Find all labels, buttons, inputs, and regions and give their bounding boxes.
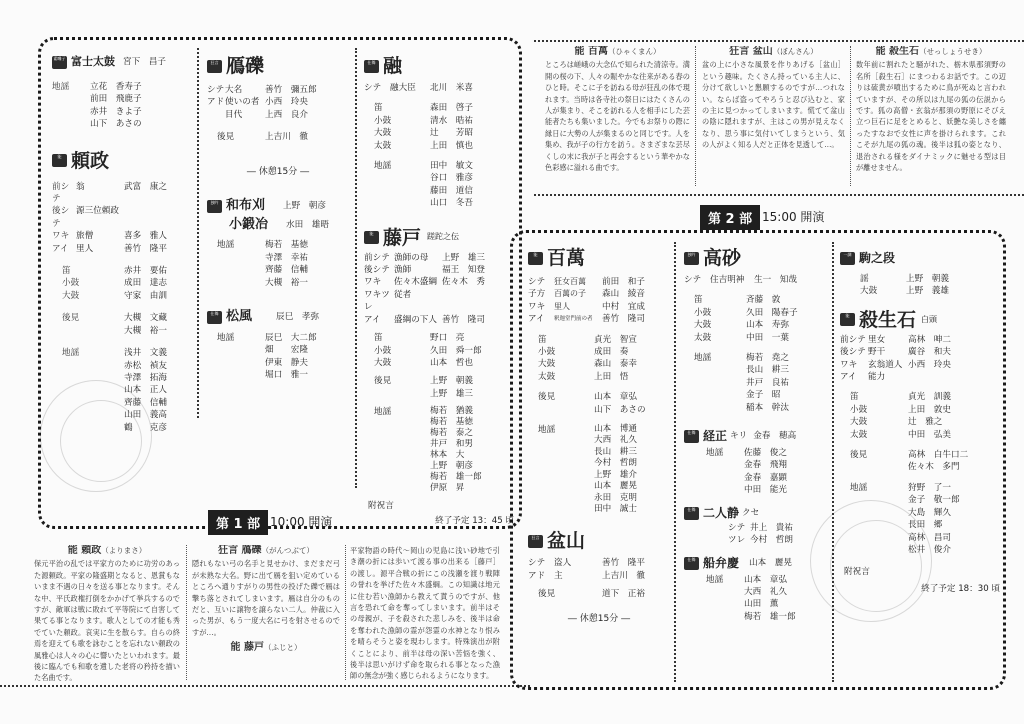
guide-divider [534,40,1024,42]
koken-group: 後見 上野 朝義 上野 雄三 [374,376,473,399]
program-section: クセ [742,507,760,518]
guide-column-divider [695,46,696,186]
column-divider [355,48,357,488]
fujidaiko-header [52,56,192,69]
hayashi-group: 笛 赤井 要佑 小鼓 成田 達志 大鼓 守家 由訓 [62,266,167,301]
guide-divider [534,194,1024,196]
program-title: 頼政 [71,149,110,172]
hayashi-group: 笛 貞光 智宣 小鼓 成田 奏 大鼓 森山 泰幸 太鼓 上田 悟 [538,334,637,382]
guide-fujito: 平家物語の時代～岡山の児島に浅い砂地で引き潮の折には歩いて渡る事の出来る［藤戸］の渡し。源平合戦の折にこの浅瀬を渡り戦陣の誉れを挙げた佐々木盛綱。この知識は地元に住む若い漁師から教えて貰うのですが、他言を恐れて命を奪ってしまいます。前半はその母親が、子を殺された悲しみを、後半は命を奪われた漁師の霊が怨霊の水神となり恨みを晴らそうと姿を現わします。特殊演出が附くことにより、前半は母の深い苦悩を強く、後半は思いがけず命を取られる事となった漁師の無念が強く感じられるようになります。 [350,546,500,681]
intermission-label: ― 休憩15分 ― [246,166,310,177]
cast-group: シテ 大名 善竹 彌五郎 アド 使いの者 小西 玲央 目代 上西 良介 [207,85,317,120]
program-title: 融 [383,55,403,77]
fuzoku-label: 附祝言 [368,501,394,512]
matsukaze-header [207,311,349,324]
koken-group: 後見 高林 白牛口二 佐々木 多門 [850,450,969,473]
program-title: 藤戸 [383,226,422,249]
guide-yorimasa: 能 頼政（よりまさ） 保元平治の乱では平家方のために功労のあった源頼政。平家の隆盛期となると、恩賞もないまま不遇の日々を送る事となります。そんな中、平氏政権打倒をかかげて挙兵するのですが、敵軍は戦に敗れて平等院にて自害して果てる事となります。歌人としての才能も秀でていた頼政。哀実に生を散らす。自らの終焉を迎えても歌を詠むことを忘れない頼政の風雅心は人々の心に響いたといわれます。最後に臨んでも和歌を遺した老将の矜持を描いた名曲です。 [34,545,180,683]
category-badge: 独吟 [684,252,699,265]
category-badge: 狂言 [207,60,222,73]
koken-group: 後見 上吉川 徹 [217,132,308,143]
program-col-3 [364,54,514,527]
program-title: 経正 [703,429,728,444]
takasago-header [684,246,828,270]
jiutai-group: 地謡 梅若 堯之 長山 耕三 井戸 良祐 金子 昭 稲本 幹汰 [694,353,789,413]
hyakuman-header [528,246,670,270]
futarishizuka-header [684,507,828,520]
category-badge: 独吟 [207,200,222,213]
kokaji-header [207,219,349,231]
end-time: 終了予定 18：30 頃 [921,583,1000,594]
part1-badge: 第 1 部 [208,510,268,535]
category-badge: 仕舞 [684,557,699,570]
guide-divider [0,685,530,687]
program-col-2 [207,54,349,382]
guide-column-divider [345,545,346,680]
cast-group: 謡 上野 朝義 大鼓 上野 義雄 [860,274,949,297]
program-col-5 [684,246,828,623]
role-label: 地謡 [52,82,70,92]
category-badge: 素囃子 [52,56,67,69]
cast-row: ワキ 旅僧 喜多 雅人 [52,231,167,242]
performer-name: 宮下 昌子 [123,57,166,67]
sesshoseki-header [840,308,1000,332]
jiutai-group: 地謡 山本 博通 大西 礼久 長山 耕三 今村 哲朗 上野 雄介 山本 麗晃 永田 克明 田中 誠士 [538,424,637,514]
category-badge: 仕舞 [364,60,379,73]
category-badge: 狂言 [528,535,543,548]
guide-kanmuri: 狂言 鴈礫（がんつぶて） 隠れもない弓の名手と見せかけ、まだまだ弓が未熟な大名。野に出て鴈を狙い定めているところへ通りすがりの男性の投げた礫で鴈は撃ち落とされてしまいます。鴈は自分のものだと、互いに譲物を譲らない二人。仲裁に入った男が、もう一度大名に弓を射させるのですが…。 能 藤戸（ふじと） [192,545,340,654]
program-subtitle: 白頭 [921,314,938,324]
funabenkei-header [684,557,828,570]
kanmuri-header [207,54,349,78]
performer-name: 辰巳 孝弥 [276,312,319,323]
cast-group [52,181,192,255]
jiutai-group: 地謡 佐藤 俊之 金春 飛翔 金春 嘉顕 中田 能光 [706,448,787,496]
jiutai-group: 地謡 山本 章弘 大西 礼久 山田 薫 梅若 雄一郎 [706,574,796,622]
category-badge: 能 [528,252,543,265]
part1-start-time: 10:00 開演 [270,515,333,529]
hayashi-group: 笛 斉藤 敦 小鼓 久田 陽春子 大鼓 山本 寿弥 太鼓 中田 一葉 [694,295,798,343]
program-title: 小鍛冶 [229,217,269,233]
guide-sesshoseki: 能 殺生石（せっしょうせき） 数年前に割れたと騒がれた、栃木県那須野の名所［殺生石］にまつわるお話です。この辺りは硫黄が噴出するために鳥が死ぬと言われていますが、その所以は九尾の狐の伝説からです。狐の高僧・玄翁が那須の野原にそびえ立つ巨石に足をとめると、妖艶な美しさを纏ったすなおで女性に声を掛けられます。これこそが九尾の狐の魂。後半は狐の姿となり、退治される様をダイナミックに魅せる型は目が離せません。 [856,46,1006,173]
program-col-6 [840,252,1000,595]
part2-start-time: 15:00 開演 [762,210,825,224]
jiutai-group: 地謡 浅井 文義 赤松 禎友 寺澤 拓海 山本 正人 齊藤 信輔 山田 義高 鶴 克彦 [62,348,167,433]
column-divider [674,242,676,682]
program-title: 高砂 [703,247,742,269]
cast-row: 後シテ 源三位頼政 [52,206,119,229]
column-divider [197,48,199,418]
member-list: 立花 香寿子 前田 飛鹿子 赤井 きよ子 山下 あさの [90,82,142,130]
cast-group: シテ 狂女百萬 前田 和子 子方 百萬の子 森山 綾音 ワキ 里人 中村 宜成 アイ 釈迦堂門前の者 善竹 隆司 [528,277,645,325]
cast-row: アイ 里人 善竹 隆平 [52,243,167,254]
cast-group: 前シテ 里女 高林 呻二 後シテ 野干 廣谷 和夫 ワキ 玄翁道人 小西 玲央 アイ 能力 [840,334,951,383]
cast-row: シテ 融大臣 北川 米喜 [364,83,473,93]
program-title: 殺生石 [859,308,917,331]
intermission-label: ― 休憩15分 ― [567,613,631,624]
program-section: キリ [730,431,748,442]
komanodan-header [840,252,1000,265]
tsunemasa-header [684,430,828,443]
fujito-header [364,226,514,250]
category-badge: 仕舞 [684,430,699,443]
fuzoku-label: 附祝言 [844,567,870,578]
program-title: 駒之段 [859,251,896,266]
program-col-1 [52,56,192,434]
program-title: 二人静 [703,505,740,520]
guide-bonsan: 狂言 盆山（ぼんさん） 盆の上に小さな風景を作りあげる［盆山］という趣味。たくさん持っている主人に、分けて欲しいと懇願するのですが…つれない。ならば盗ってやろうと忍び込むと、家の主に見つかってしまいます。慌てて盆山の陰に隠れますが、主はこの男が見えなくなり、思う事に気付いてしまうという、気の人がよく知る人だと正体を見透して…。 [702,46,845,150]
program-subtitle: 蹉跎之伝 [427,232,460,242]
guide-column-divider [850,46,851,186]
program-title: 鴈礫 [226,55,265,77]
jiutai-group: 地謡 辰巳 大二郎 畑 宏隆 伊東 静夫 堀口 雅一 [217,333,317,381]
jiutai-group: 地謡 狩野 了一 金子 敬一郎 大島 輝久 長田 郷 高林 昌司 松井 俊介 [850,482,960,555]
jiutai-group [52,81,192,131]
category-badge: 能 [52,154,67,167]
performer-name: 水田 雄晤 [286,220,329,231]
yorimasa-header [52,149,192,173]
wafukari-header [207,200,349,213]
program-title: 和布刈 [226,198,266,214]
performer-name: 山本 麗晃 [749,557,792,568]
bonsan-header [528,529,670,553]
jiutai-group: 地謡 梅若 猶義 梅若 基徳 梅若 泰之 井戸 和男 林本 大 上野 朝彦 梅若 雄一郎 伊原 昇 [374,406,482,494]
toru-header [364,54,514,78]
jiutai-group: 地謡 田中 敏文 谷口 雅彦 藤田 道信 山口 冬吾 [374,161,473,209]
cast-row: シテ 住吉明神 生一 知哉 [684,275,797,285]
program-title: 富士太鼓 [71,55,115,68]
category-badge: 一調 [840,252,855,265]
performer-name: 上野 朝彦 [283,201,326,212]
program-title: 船弁慶 [703,555,740,570]
koken-group: 後見 道下 正裕 [538,589,645,600]
part2-badge: 第 2 部 [700,205,760,230]
hayashi-group: 笛 森田 啓子 小鼓 清水 晧祐 大鼓 辻 芳昭 太鼓 上田 慎也 [374,103,473,151]
category-badge: 仕舞 [207,311,222,324]
jiutai-group: 地謡 梅若 基徳 寺澤 幸祐 齊藤 信輔 大槻 裕一 [217,240,308,288]
program-title: 百萬 [547,247,586,269]
category-badge: 能 [364,231,379,244]
koken-group: 後見 大槻 文藏 大槻 裕一 [62,313,167,336]
column-divider [832,242,834,682]
cast-group: シテ 盗人 善竹 隆平 アド 主 上吉川 徹 [528,558,645,581]
program-col-4 [528,246,670,625]
cast-row: 前シテ 翁 武富 康之 [52,181,167,205]
category-badge: 仕舞 [684,507,699,520]
cast-group: 前シテ 漁師の母 上野 雄三 後シテ 漁師 福王 知登 ワキ 佐々木盛綱 佐々木 秀 ワキツレ 従者 アイ 盛綱の下人 善竹 隆司 [364,252,485,325]
program-title: 松風 [226,309,253,325]
cast-group: シテ 井上 貴祐 ツレ 今村 哲朗 [728,522,793,546]
end-time: 終了予定 13：45 頃 [435,515,514,526]
guide-column-divider [186,545,187,680]
koken-group: 後見 山本 章弘 山下 あさの [538,392,646,415]
hayashi-group: 笛 貞光 訓義 小鼓 上田 敦史 大鼓 辻 雅之 太鼓 中田 弘美 [850,392,951,440]
hayashi-group: 笛 野口 亮 小鼓 久田 舜一郎 大鼓 山本 哲也 [374,333,482,368]
category-badge: 能 [840,313,855,326]
program-title: 盆山 [547,530,586,553]
guide-hyakuman: 能 百萬（ひゃくまん） ところは嵯峨の大念仏で知られた清涼寺。満開の桜の下、人々の賑やかな往来がある春のひと時。そこに子を訪ねる母が狂乱の体で現れます。当時は各寺社の祭日にはたくさんの人が集まり、そこを訪れる人を相手にした芸能者たちも集いました。今でもお祭りの際に縁日に大勢の人が集まるのと同じです。人を集め、我が子の行方を訪う。さまざまな芸尽くしの末に我が子と再会するという華やかな色彩感に溢れる曲です。 [545,46,690,173]
performer-name: 金春 穂高 [753,431,797,442]
